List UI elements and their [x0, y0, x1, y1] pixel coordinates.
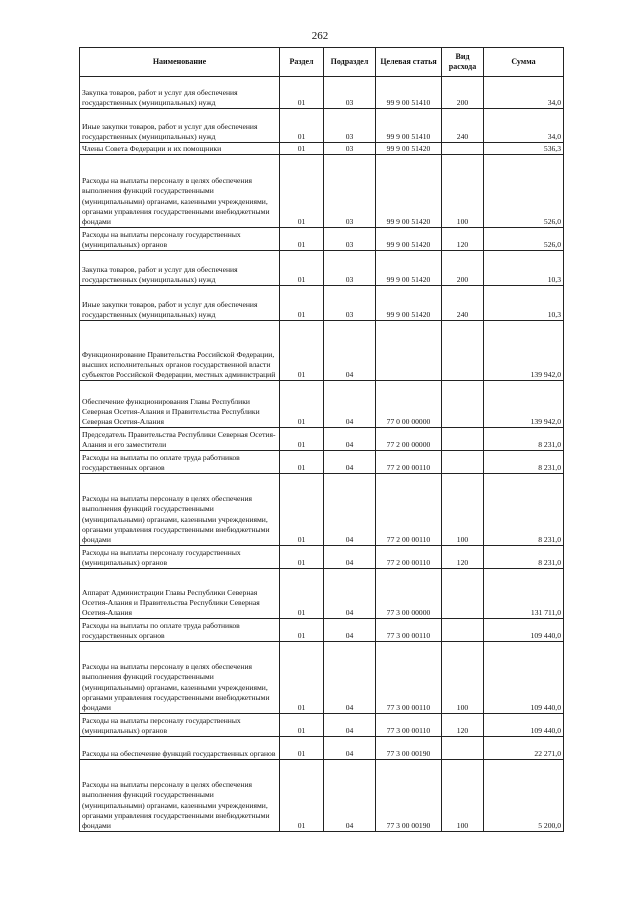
row-target: 77 2 00 00110	[376, 474, 442, 546]
row-target: 77 2 00 00000	[376, 428, 442, 451]
row-subsection: 03	[324, 77, 376, 109]
header-amount: Сумма	[484, 48, 564, 77]
page-number: 262	[311, 30, 329, 42]
row-section: 01	[280, 619, 324, 642]
row-expense-type: 100	[442, 760, 484, 832]
row-target: 99 9 00 51410	[376, 109, 442, 143]
table-row	[80, 381, 564, 428]
table-row	[80, 77, 564, 109]
row-subsection: 03	[324, 286, 376, 321]
row-target: 77 3 00 00110	[376, 619, 442, 642]
row-amount: 109 440,0	[484, 619, 564, 642]
row-subsection: 04	[324, 474, 376, 546]
row-expense-type: 240	[442, 286, 484, 321]
row-name: Закупка товаров, работ и услуг для обеспечения государственных (муниципальных) нужд	[80, 77, 280, 109]
table-row	[80, 428, 564, 451]
table-header-row	[80, 48, 564, 77]
row-name: Закупка товаров, работ и услуг для обеспечения государственных (муниципальных) нужд	[80, 251, 280, 286]
row-section: 01	[280, 760, 324, 832]
row-name: Расходы на выплаты персоналу государственных (муниципальных) органов	[80, 714, 280, 737]
row-expense-type: 120	[442, 228, 484, 251]
row-name: Расходы на выплаты по оплате труда работников государственных органов	[80, 451, 280, 474]
row-section: 01	[280, 642, 324, 714]
row-section: 01	[280, 155, 324, 228]
table-row	[80, 155, 564, 228]
row-name: Расходы на выплаты персоналу государственных (муниципальных) органов	[80, 228, 280, 251]
row-expense-type: 240	[442, 109, 484, 143]
table-row	[80, 251, 564, 286]
row-target: 77 3 00 00190	[376, 760, 442, 832]
row-section: 01	[280, 321, 324, 381]
row-subsection: 04	[324, 428, 376, 451]
row-amount: 139 942,0	[484, 381, 564, 428]
row-expense-type	[442, 428, 484, 451]
row-subsection: 04	[324, 619, 376, 642]
row-section: 01	[280, 286, 324, 321]
row-section: 01	[280, 428, 324, 451]
row-subsection: 03	[324, 251, 376, 286]
row-amount: 34,0	[484, 77, 564, 109]
row-amount: 109 440,0	[484, 642, 564, 714]
row-name: Расходы на выплаты персоналу государственных (муниципальных) органов	[80, 546, 280, 569]
row-expense-type	[442, 451, 484, 474]
row-name: Иные закупки товаров, работ и услуг для обеспечения государственных (муниципальных) нужд	[80, 109, 280, 143]
row-section: 01	[280, 381, 324, 428]
row-section: 01	[280, 228, 324, 251]
row-name: Расходы на выплаты персоналу в целях обеспечения выполнения функций государственными (муниципальными) органами, казенными учреждениями, органами управления государственными внебюджетными фондами	[80, 155, 280, 228]
row-target: 99 9 00 51420	[376, 251, 442, 286]
table-row	[80, 474, 564, 546]
row-amount: 34,0	[484, 109, 564, 143]
budget-table	[79, 47, 564, 832]
table-row	[80, 619, 564, 642]
row-expense-type	[442, 569, 484, 619]
row-subsection: 04	[324, 760, 376, 832]
row-subsection: 04	[324, 642, 376, 714]
row-target: 77 3 00 00190	[376, 737, 442, 760]
table-row	[80, 286, 564, 321]
row-name: Функционирование Правительства Российской Федерации, высших исполнительных органов государственной власти субъектов Российской Федерации, местных администраций	[80, 321, 280, 381]
row-amount: 109 440,0	[484, 714, 564, 737]
row-target: 77 3 00 00110	[376, 714, 442, 737]
row-name: Расходы на выплаты персоналу в целях обеспечения выполнения функций государственными (муниципальными) органами, казенными учреждениями, органами управления государственными внебюджетными фондами	[80, 642, 280, 714]
row-subsection: 03	[324, 143, 376, 155]
row-amount: 526,0	[484, 155, 564, 228]
table-row	[80, 546, 564, 569]
row-target	[376, 321, 442, 381]
row-target: 99 9 00 51410	[376, 77, 442, 109]
row-subsection: 03	[324, 228, 376, 251]
row-target: 77 2 00 00110	[376, 451, 442, 474]
row-section: 01	[280, 546, 324, 569]
row-amount: 526,0	[484, 228, 564, 251]
row-amount: 8 231,0	[484, 451, 564, 474]
header-subsection: Подраздел	[324, 48, 376, 77]
table-row	[80, 642, 564, 714]
row-section: 01	[280, 569, 324, 619]
row-amount: 8 231,0	[484, 546, 564, 569]
row-amount: 131 711,0	[484, 569, 564, 619]
row-amount: 5 200,0	[484, 760, 564, 832]
row-amount: 536,3	[484, 143, 564, 155]
row-name: Расходы на выплаты персоналу в целях обеспечения выполнения функций государственными (муниципальными) органами, казенными учреждениями, органами управления государственными внебюджетными фондами	[80, 474, 280, 546]
row-expense-type	[442, 143, 484, 155]
row-section: 01	[280, 474, 324, 546]
row-expense-type: 120	[442, 546, 484, 569]
row-expense-type: 100	[442, 474, 484, 546]
table-row	[80, 714, 564, 737]
row-expense-type: 120	[442, 714, 484, 737]
table-row	[80, 321, 564, 381]
row-name: Председатель Правительства Республики Северная Осетия-Алания и его заместители	[80, 428, 280, 451]
row-target: 77 2 00 00110	[376, 546, 442, 569]
row-target: 99 9 00 51420	[376, 155, 442, 228]
row-section: 01	[280, 109, 324, 143]
header-section: Раздел	[280, 48, 324, 77]
row-subsection: 04	[324, 381, 376, 428]
row-name: Расходы на выплаты по оплате труда работников государственных органов	[80, 619, 280, 642]
table-row	[80, 737, 564, 760]
row-expense-type	[442, 619, 484, 642]
row-target: 77 3 00 00110	[376, 642, 442, 714]
row-target: 99 9 00 51420	[376, 143, 442, 155]
row-expense-type: 100	[442, 155, 484, 228]
header-expense-type: Вид расхода	[442, 48, 484, 77]
row-expense-type: 200	[442, 77, 484, 109]
row-section: 01	[280, 737, 324, 760]
row-amount: 10,3	[484, 251, 564, 286]
row-subsection: 04	[324, 569, 376, 619]
row-name: Иные закупки товаров, работ и услуг для обеспечения государственных (муниципальных) нужд	[80, 286, 280, 321]
table-row	[80, 109, 564, 143]
table-row	[80, 451, 564, 474]
row-target: 99 9 00 51420	[376, 286, 442, 321]
row-section: 01	[280, 451, 324, 474]
row-subsection: 03	[324, 155, 376, 228]
header-target: Целевая статья	[376, 48, 442, 77]
row-subsection: 04	[324, 714, 376, 737]
row-name: Обеспечение функционирования Главы Республики Северная Осетия-Алания и Правительства Республики Северная Осетия-Алания	[80, 381, 280, 428]
row-target: 77 0 00 00000	[376, 381, 442, 428]
table-row	[80, 760, 564, 832]
row-amount: 8 231,0	[484, 474, 564, 546]
row-subsection: 03	[324, 109, 376, 143]
row-expense-type	[442, 381, 484, 428]
row-amount: 22 271,0	[484, 737, 564, 760]
row-subsection: 04	[324, 737, 376, 760]
row-name: Члены Совета Федерации и их помощники	[80, 143, 280, 155]
row-name: Аппарат Администрации Главы Республики Северная Осетия-Алания и Правительства Республики Северная Осетия-Алания	[80, 569, 280, 619]
table-row	[80, 228, 564, 251]
row-amount: 10,3	[484, 286, 564, 321]
row-name: Расходы на обеспечение функций государственных органов	[80, 737, 280, 760]
row-section: 01	[280, 251, 324, 286]
row-expense-type	[442, 321, 484, 381]
table-row	[80, 569, 564, 619]
row-target: 77 3 00 00000	[376, 569, 442, 619]
row-amount: 139 942,0	[484, 321, 564, 381]
row-subsection: 04	[324, 321, 376, 381]
row-target: 99 9 00 51420	[376, 228, 442, 251]
row-name: Расходы на выплаты персоналу в целях обеспечения выполнения функций государственными (муниципальными) органами, казенными учреждениями, органами управления государственными внебюджетными фондами	[80, 760, 280, 832]
row-amount: 8 231,0	[484, 428, 564, 451]
row-expense-type	[442, 737, 484, 760]
row-subsection: 04	[324, 546, 376, 569]
row-section: 01	[280, 77, 324, 109]
row-expense-type: 100	[442, 642, 484, 714]
header-name: Наименование	[80, 48, 280, 77]
row-section: 01	[280, 143, 324, 155]
table-row	[80, 143, 564, 155]
row-section: 01	[280, 714, 324, 737]
row-subsection: 04	[324, 451, 376, 474]
row-expense-type: 200	[442, 251, 484, 286]
